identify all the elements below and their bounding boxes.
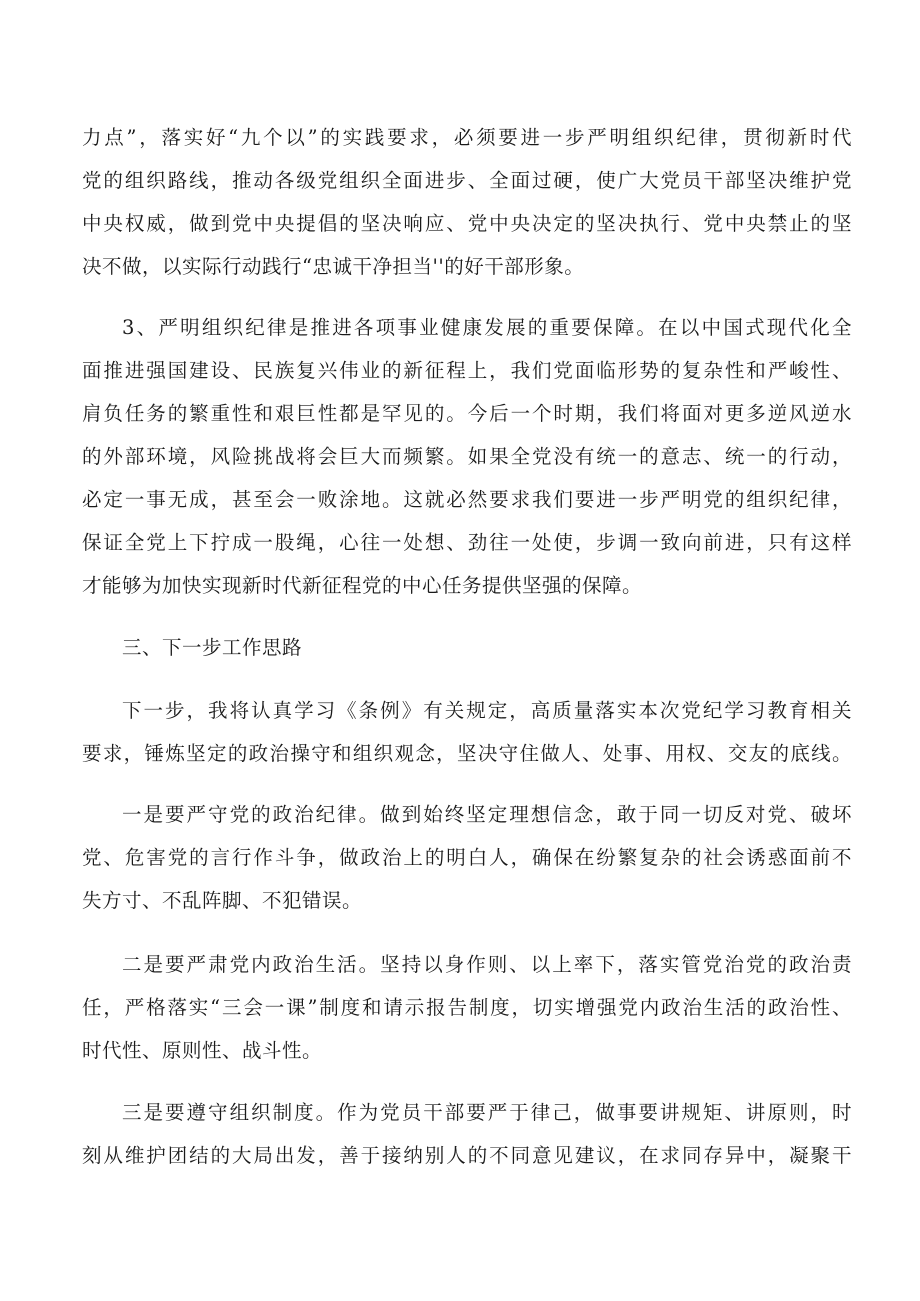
paragraph-line: 力点”，落实好“九个以”的实践要求，必须要进一步严明组织纪律，贯彻新时代	[82, 126, 852, 149]
paragraph-line: 决不做，以实际行动践行“忠诚干净担当''的好干部形象。	[82, 255, 585, 278]
paragraph-line: 肩负任务的繁重性和艰巨性都是罕见的。今后一个时期，我们将面对更多逆风逆水	[82, 402, 852, 425]
paragraph-line: 三是要遵守组织制度。作为党员干部要严于律己，做事要讲规矩、讲原则，时	[122, 1101, 852, 1124]
paragraph-line: 刻从维护团结的大局出发，善于接纳别人的不同意见建议，在求同存异中，凝聚干	[82, 1144, 852, 1167]
paragraph-line: 才能够为加快实现新时代新征程党的中心任务提供坚强的保障。	[82, 574, 643, 597]
paragraph-line: 下一步，我将认真学习《条例》有关规定，高质量落实本次党纪学习教育相关	[122, 699, 852, 722]
paragraph-line: 保证全党上下拧成一股绳，心往一处想、劲往一处使，步调一致向前进，只有这样	[82, 531, 852, 554]
paragraph-line: 3、严明组织纪律是推进各项事业健康发展的重要保障。在以中国式现代化全	[122, 316, 852, 339]
paragraph-line: 党、危害党的言行作斗争，做政治上的明白人，确保在纷繁复杂的社会诱惑面前不	[82, 846, 852, 869]
paragraph-line: 一是要严守党的政治纪律。做到始终坚定理想信念，敢于同一切反对党、破坏	[122, 803, 852, 826]
paragraph-line: 中央权威，做到党中央提倡的坚决响应、党中央决定的坚决执行、党中央禁止的坚	[82, 212, 852, 235]
paragraph-line: 党的组织路线，推动各级党组织全面进步、全面过硬，使广大党员干部坚决维护党	[82, 169, 852, 192]
paragraph-line: 失方寸、不乱阵脚、不犯错误。	[82, 889, 363, 912]
paragraph-line: 任，严格落实“三会一课”制度和请示报告制度，切实增强党内政治生活的政治性、	[82, 996, 852, 1019]
paragraph-line: 要求，锤炼坚定的政治操守和组织观念，坚决守住做人、处事、用权、交友的底线。	[82, 742, 852, 765]
paragraph-line: 必定一事无成，甚至会一败涂地。这就必然要求我们要进一步严明党的组织纪律，	[82, 488, 852, 511]
paragraph-line: 的外部环境，风险挑战将会巨大而频繁。如果全党没有统一的意志、统一的行动，	[82, 445, 852, 468]
paragraph-line: 二是要严肃党内政治生活。坚持以身作则、以上率下，落实管党治党的政治责	[122, 953, 852, 976]
paragraph-line: 面推进强国建设、民族复兴伟业的新征程上，我们党面临形势的复杂性和严峻性、	[82, 359, 852, 382]
paragraph-line: 时代性、原则性、战斗性。	[82, 1039, 323, 1062]
section-heading: 三、下一步工作思路	[122, 636, 303, 659]
